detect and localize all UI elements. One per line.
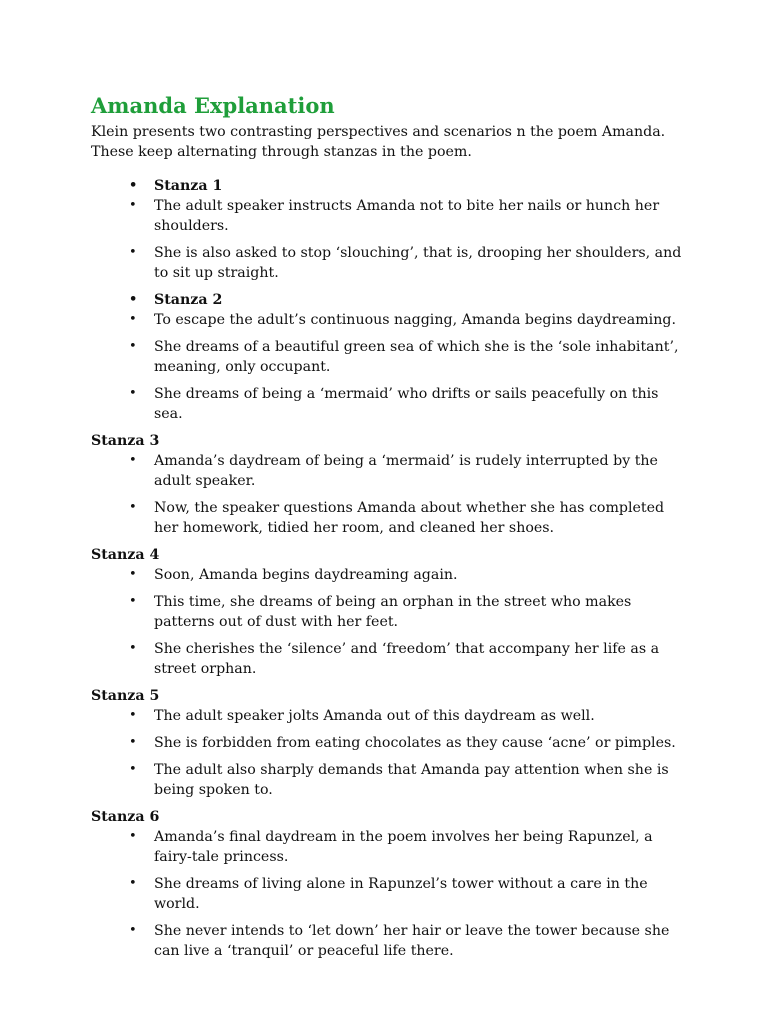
list-item: • She cherishes the ‘silence’ and ‘freedom’ that accompany her life as a street orphan. xyxy=(129,641,660,677)
list-item: • The adult also sharply demands that Amanda pay attention when she is being spoken to. xyxy=(129,762,669,798)
bullet-icon: • xyxy=(129,312,137,327)
bullet-icon: • xyxy=(129,567,137,582)
list-item: • Soon, Amanda begins daydreaming again. xyxy=(129,567,458,583)
bullet-icon: • xyxy=(129,245,137,260)
list-item: • Amanda’s daydream of being a ‘mermaid’ is rudely interrupted by the adult speaker. xyxy=(129,453,658,489)
list-item: • She dreams of a beautiful green sea of which she is the ‘sole inhabitant’, meaning, only occupant. xyxy=(129,339,679,375)
bullet-icon: • xyxy=(129,453,137,468)
stanza-heading: Stanza 5 xyxy=(91,688,160,704)
list-item: • She dreams of being a ‘mermaid’ who drifts or sails peacefully on this sea. xyxy=(129,386,659,422)
stanza-4-section xyxy=(91,545,691,679)
document-page xyxy=(91,92,691,968)
bullet-icon: • xyxy=(129,339,137,354)
stanza-heading: • Stanza 1 xyxy=(129,178,223,194)
bullet-icon: • xyxy=(129,923,137,938)
stanza-5-section xyxy=(91,686,691,800)
stanza-1-section xyxy=(91,176,691,283)
list-item: • To escape the adult’s continuous nagging, Amanda begins daydreaming. xyxy=(129,312,676,328)
list-item: • She is also asked to stop ‘slouching’, that is, drooping her shoulders, and to sit up straight. xyxy=(129,245,682,281)
bullet-icon: • xyxy=(129,876,137,891)
list-item: • The adult speaker jolts Amanda out of this daydream as well. xyxy=(129,708,595,724)
bullet-icon: • xyxy=(129,762,137,777)
list-item: • Now, the speaker questions Amanda about whether she has completed her homework, tidied her room, and cleaned her shoes. xyxy=(129,500,665,536)
stanza-heading: • Stanza 2 xyxy=(129,292,223,308)
list-item: • This time, she dreams of being an orphan in the street who makes patterns out of dust with her feet. xyxy=(129,594,632,630)
list-item: • The adult speaker instructs Amanda not to bite her nails or hunch her shoulders. xyxy=(129,198,660,234)
intro-paragraph: Klein presents two contrasting perspectives and scenarios n the poem Amanda. These keep alternating through stanzas in the poem. xyxy=(91,124,666,160)
list-item: • She never intends to ‘let down’ her hair or leave the tower because she can live a ‘tranquil’ or peaceful life there. xyxy=(129,923,670,959)
bullet-icon: • xyxy=(129,735,137,750)
bullet-icon: • xyxy=(129,594,137,609)
list-item: • She dreams of living alone in Rapunzel’s tower without a care in the world. xyxy=(129,876,648,912)
bullet-icon: • xyxy=(129,641,137,656)
stanza-3-section xyxy=(91,431,691,538)
bullet-icon: • xyxy=(129,178,138,193)
stanza-2-section xyxy=(91,290,691,424)
bullet-icon: • xyxy=(129,500,137,515)
stanza-heading: Stanza 3 xyxy=(91,433,160,449)
bullet-icon: • xyxy=(129,386,137,401)
bullet-icon: • xyxy=(129,292,138,307)
bullet-icon: • xyxy=(129,708,137,723)
page-title: Amanda Explanation xyxy=(91,93,335,118)
stanza-heading: Stanza 4 xyxy=(91,547,160,563)
bullet-icon: • xyxy=(129,198,137,213)
stanza-6-section xyxy=(91,807,691,961)
list-item: • She is forbidden from eating chocolates as they cause ‘acne’ or pimples. xyxy=(129,735,676,751)
list-item: • Amanda’s final daydream in the poem involves her being Rapunzel, a fairy-tale princess. xyxy=(129,829,653,865)
bullet-icon: • xyxy=(129,829,137,844)
stanza-heading: Stanza 6 xyxy=(91,809,160,825)
